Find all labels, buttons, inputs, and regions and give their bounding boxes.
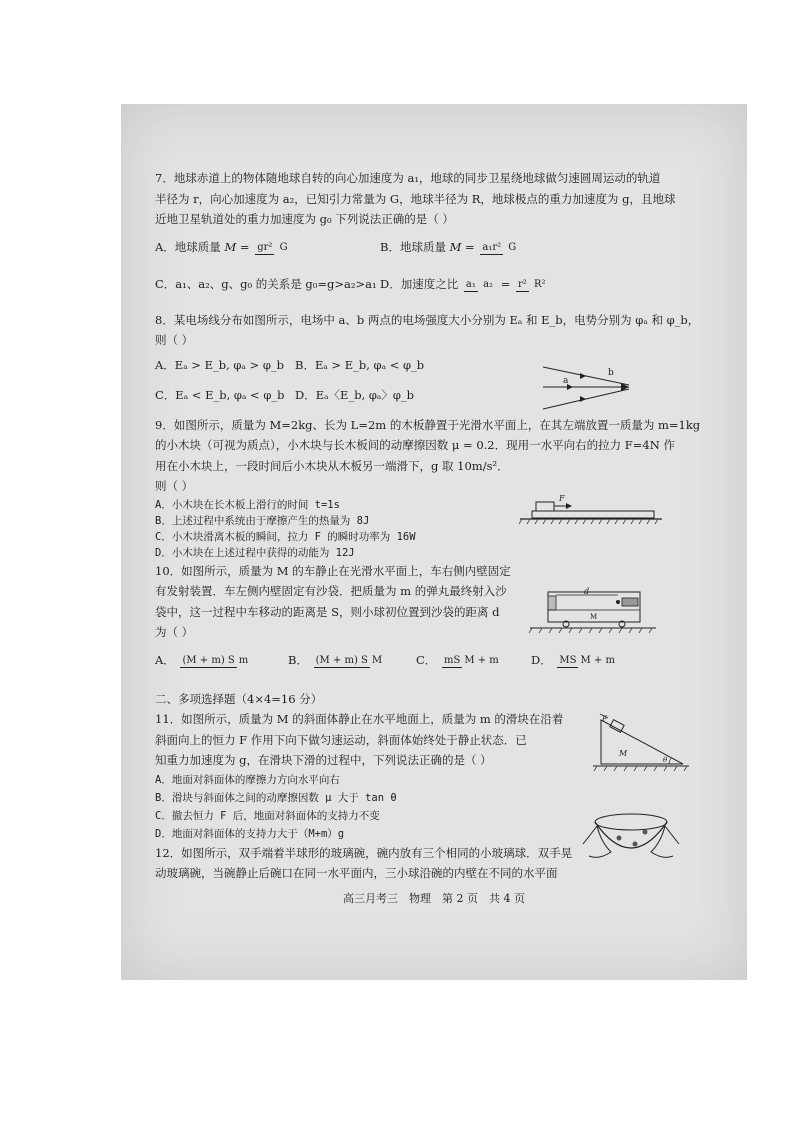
section-2-heading: 二、多项选择题（4×4=16 分）: [155, 691, 323, 706]
q8-option-b: B．Eₐ > E_b, φₐ < φ_b: [295, 358, 425, 373]
angle-arc: [669, 758, 671, 764]
q7-options-ab: [155, 230, 725, 266]
exam-page: [121, 104, 747, 980]
ground-hatching: [519, 519, 658, 524]
q10-option-d-fraction: MS M + m: [559, 654, 615, 666]
q9-stem-line-4: 则（ ）: [155, 479, 194, 493]
q7-stem-line-3: 近地卫星轨道处的重力加速度为 g₀ 下列说法正确的是（ ）: [155, 212, 454, 226]
ground-hatching: [594, 766, 687, 771]
q12-bowl-figure: [581, 804, 681, 872]
q10-option-a: A． (M + m) S m: [155, 653, 249, 668]
q10-stem-line-3: 袋中，这一过程中车移动的距离是 S，则小球初位置到沙袋的距离 d: [155, 604, 500, 619]
q11-option-d: D．地面对斜面体的支持力大于（M+m）g: [155, 827, 345, 840]
ball-3: [643, 830, 648, 835]
q7-option-c: C．a₁、a₂、g、g₀ 的关系是 g₀=g>a₂>a₁: [155, 277, 377, 292]
q10-stem-line-2: 有发射装置．车左侧内壁固定有沙袋．把质量为 m 的弹丸最终射入沙: [155, 584, 507, 598]
q7-option-b: B．地球质量 M = a₁r² G: [380, 240, 517, 255]
force-arrow-head: [566, 503, 572, 509]
q12-stem-line-2: 动玻璃碗，当碗静止后碗口在同一水平面内，三小球沿碗的内壁在不同的水平面: [155, 866, 558, 880]
q10-option-c: C． mS M + m: [416, 653, 499, 668]
q9-option-a: A．小木块在长木板上滑行的时间 t=1s: [155, 498, 340, 511]
question-7: [155, 168, 725, 304]
q11-incline-figure: [591, 712, 691, 772]
q7-option-b-fraction: a₁r² G: [482, 241, 517, 253]
q10-option-c-fraction: mS M + m: [443, 654, 499, 666]
q7-stem-line-2: 半径为 r，向心加速度为 a₂，已知引力常量为 G，地球半径为 R，地球极点的重力加速度为 g，且地球: [155, 191, 676, 206]
ball-2: [633, 842, 638, 847]
q7-option-d-fraction-1: a₁ a₂: [465, 278, 494, 290]
field-lines-svg: [541, 359, 641, 419]
q7-options-cd: [155, 266, 725, 304]
incline-body: [601, 720, 683, 764]
q7-stem-line-1: 7．地球赤道上的物体随地球自转的向心加速度为 a₁，地球的同步卫星绕地球做匀速圆周运动的轨道: [155, 171, 661, 185]
bowl-rim: [595, 814, 667, 830]
q10-options: [155, 643, 725, 679]
force-label: F: [559, 494, 565, 503]
projectile: [616, 600, 620, 604]
q11-stem-line-1: 11．如图所示，质量为 M 的斜面体静止在水平地面上，质量为 m 的滑块在沿着: [155, 712, 564, 726]
ground-hatching: [529, 628, 652, 633]
q8-stem-line-1: 8．某电场线分布如图所示，电场中 a、b 两点的电场强度大小分别为 Eₐ 和 E_b，电势分别为 φₐ 和 φ_b，: [155, 312, 700, 327]
q10-stem-line-4: 为（ ）: [155, 625, 194, 639]
force-f-label: F: [602, 715, 607, 723]
field-arrow-bottom: [580, 396, 586, 402]
q9-option-b: B．上述过程中系统由于摩擦产生的热量为 8J: [155, 514, 370, 527]
q9-stem-line-3: 用在小木块上，一段时间后小木块从木板另一端滑下，g 取 10m/s²．: [155, 458, 509, 473]
angle-theta-label: θ: [663, 756, 668, 764]
q10-option-b-fraction: (M + m) S M: [315, 654, 383, 666]
incline-svg: [591, 712, 691, 772]
field-arrow-top: [580, 373, 586, 379]
q10-option-b: B． (M + m) S M: [288, 653, 383, 668]
q11-option-b: B．滑块与斜面体之间的动摩擦因数 μ 大于 tan θ: [155, 791, 397, 804]
sand-bag: [548, 596, 556, 610]
q9-board-block-figure: [516, 489, 666, 525]
question-9: [155, 415, 725, 561]
glass-bowl: [595, 822, 667, 848]
q10-option-a-fraction: (M + m) S m: [182, 654, 249, 666]
q7-option-d: D．加速度之比 a₁ a₂ = r² R²: [380, 277, 546, 292]
q10-stem-line-1: 10．如图所示，质量为 M 的车静止在光滑水平面上，车右侧内壁固定: [155, 563, 511, 578]
q9-stem-line-1: 9．如图所示，质量为 M=2kg、长为 L=2m 的木板静置于光滑水平面上，在其左端放置一质量为 m=1kg: [155, 417, 701, 432]
cart-mass-label: M: [590, 613, 598, 621]
board-block-svg: [516, 489, 666, 525]
q11-option-a: A．地面对斜面体的摩擦力方向水平向右: [155, 773, 340, 786]
small-block: [536, 502, 554, 511]
q7-option-a-fraction: gr² G: [257, 241, 288, 253]
q9-option-c: C．小木块滑离木板的瞬间，拉力 F 的瞬时功率为 16W: [155, 530, 416, 543]
ball-1: [617, 836, 622, 841]
distance-label: d: [584, 587, 590, 596]
q8-option-a: A．Eₐ > E_b, φₐ > φ_b: [155, 358, 284, 373]
right-hand: [651, 826, 679, 857]
point-a-label: a: [563, 376, 569, 386]
q8-stem-line-2: 则（ ）: [155, 333, 194, 347]
q8-electric-field-figure: [541, 359, 641, 419]
cart-svg: [526, 586, 661, 634]
q9-option-d: D．小木块在上述过程中获得的动能为 12J: [155, 546, 355, 559]
q10-cart-figure: [526, 586, 661, 634]
left-hand: [583, 826, 611, 857]
q9-stem-line-2: 的小木块（可视为质点），小木块与长木板间的动摩擦因数 μ = 0.2．现用一水平向右的拉力 F=4N 作: [155, 438, 675, 452]
q8-option-c: C．Eₐ < E_b, φₐ < φ_b: [155, 388, 285, 403]
q10-option-d: D． MS M + m: [531, 653, 615, 668]
point-b-label: b: [608, 368, 614, 378]
q11-stem-line-3: 知重力加速度为 g，在滑块下滑的过程中，下列说法正确的是（ ）: [155, 753, 492, 767]
q12-stem-line-1: 12．如图所示，双手端着半球形的玻璃碗，碗内放有三个相同的小玻璃球．双手晃: [155, 845, 573, 860]
page-footer: 高三月考三 物理 第 2 页 共 4 页: [343, 892, 525, 905]
q11-option-c: C．撤去恒力 F 后，地面对斜面体的支持力不变: [155, 809, 380, 822]
long-board: [532, 511, 654, 518]
incline-mass-label: M: [619, 749, 628, 758]
q7-option-d-fraction-2: r² R²: [518, 278, 546, 290]
exam-content: [155, 168, 725, 884]
q11-stem-line-2: 斜面向上的恒力 F 作用下向下做匀速运动，斜面体始终处于静止状态．已: [155, 732, 527, 747]
q8-option-d: D．Eₐ〈E_b, φₐ〉φ_b: [295, 388, 415, 403]
bowl-svg: [581, 804, 681, 872]
q7-option-a: A．地球质量 M = gr² G: [155, 240, 288, 255]
launcher: [622, 598, 638, 606]
